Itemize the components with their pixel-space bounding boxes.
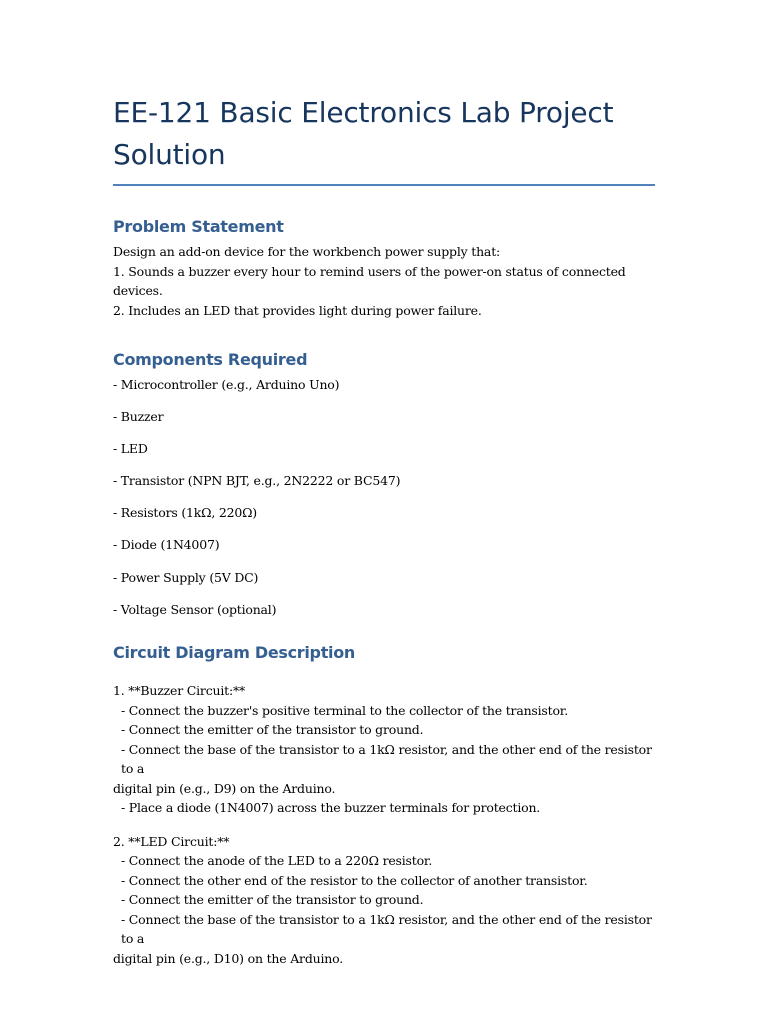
circuit-heading: Circuit Diagram Description	[113, 643, 356, 663]
component-item: - Power Supply (5V DC)	[113, 569, 259, 585]
component-item: - Resistors (1kΩ, 220Ω)	[113, 505, 257, 521]
buzzer-step-line: - Connect the emitter of the transistor to ground.	[121, 722, 424, 738]
components-heading: Components Required	[113, 350, 308, 369]
buzzer-circuit-title: 1. **Buzzer Circuit:**	[113, 683, 246, 699]
problem-line: 1. Sounds a buzzer every hour to remind users of the power-on status of connected devices.	[113, 263, 626, 298]
led-circuit-title: 2. **LED Circuit:**	[113, 833, 230, 849]
document-title: EE-121 Basic Electronics Lab Project Solution	[113, 96, 614, 171]
led-step-line: - Connect the base of the transistor to a 1kΩ resistor, and the other end of the resistor to a	[121, 911, 652, 947]
circuit-description-section	[113, 642, 655, 968]
document-page	[113, 92, 655, 982]
led-step-line: - Connect the anode of the LED to a 220Ω resistor.	[121, 853, 433, 869]
component-item: - LED	[113, 441, 148, 457]
title-underline	[113, 184, 655, 186]
component-item: - Transistor (NPN BJT, e.g., 2N2222 or BC547)	[113, 473, 401, 489]
led-step-line: - Connect the emitter of the transistor to ground.	[121, 892, 424, 908]
problem-line: Design an add-on device for the workbench power supply that:	[113, 244, 501, 259]
led-step-line: digital pin (e.g., D10) on the Arduino.	[113, 950, 343, 966]
component-item: - Voltage Sensor (optional)	[113, 601, 277, 617]
buzzer-step-line: digital pin (e.g., D9) on the Arduino.	[113, 780, 336, 796]
led-step-line: - Connect the other end of the resistor to the collector of another transistor.	[121, 872, 588, 888]
buzzer-circuit-step	[113, 681, 655, 818]
problem-statement-heading: Problem Statement	[113, 217, 284, 236]
problem-statement-section	[113, 216, 655, 320]
buzzer-step-line: - Connect the buzzer's positive terminal to the collector of the transistor.	[121, 702, 568, 718]
components-section	[113, 349, 655, 619]
buzzer-step-line: - Connect the base of the transistor to a 1kΩ resistor, and the other end of the resistor to a	[121, 741, 652, 777]
component-item: - Microcontroller (e.g., Arduino Uno)	[113, 377, 340, 392]
buzzer-step-line: - Place a diode (1N4007) across the buzzer terminals for protection.	[121, 800, 541, 816]
problem-line: 2. Includes an LED that provides light during power failure.	[113, 302, 482, 318]
led-circuit-step	[113, 832, 655, 969]
component-item: - Buzzer	[113, 409, 164, 425]
component-item: - Diode (1N4007)	[113, 537, 220, 553]
